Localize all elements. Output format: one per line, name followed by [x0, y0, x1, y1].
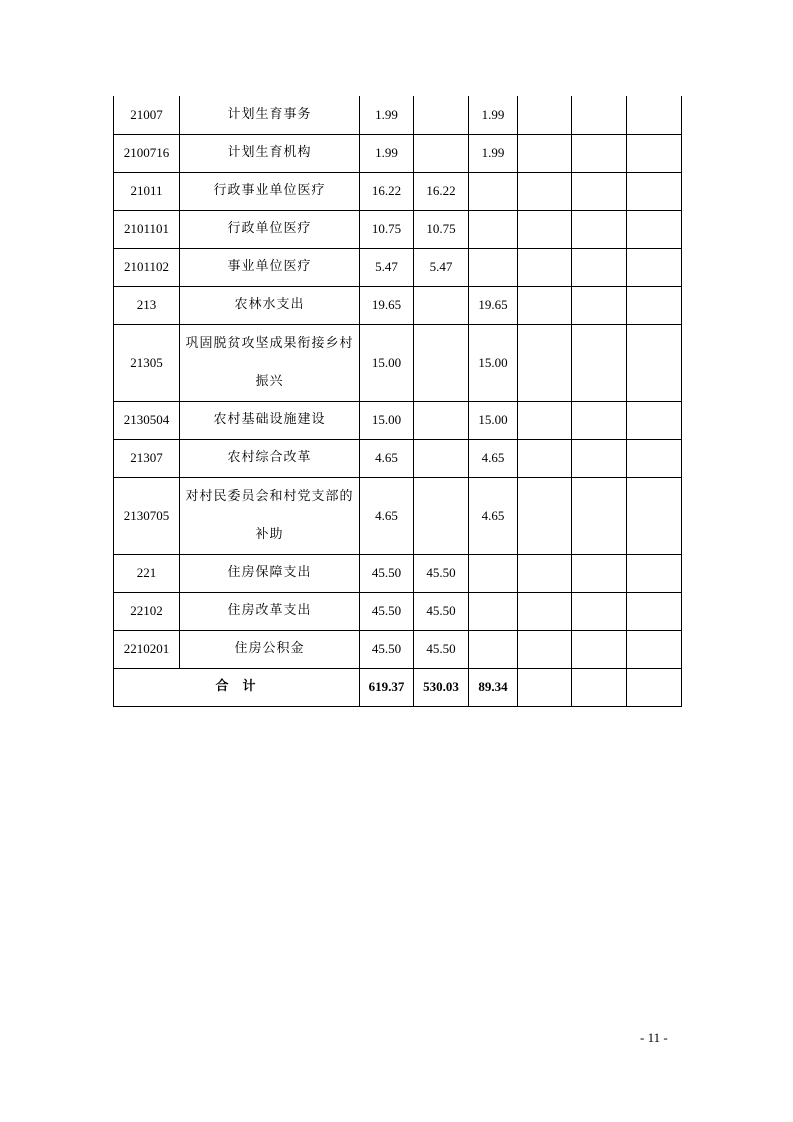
project-amount [469, 554, 518, 592]
total-amount: 16.22 [360, 172, 414, 210]
basic-amount [414, 96, 469, 134]
basic-amount: 10.75 [414, 210, 469, 248]
empty-cell [627, 592, 682, 630]
subject-name: 计划生育机构 [180, 134, 360, 172]
subject-code: 21007 [114, 96, 180, 134]
empty-cell [518, 668, 572, 706]
empty-cell [627, 172, 682, 210]
subject-name: 计划生育事务 [180, 96, 360, 134]
grand-project-amount: 89.34 [469, 668, 518, 706]
subject-code: 21305 [114, 324, 180, 401]
empty-cell [627, 477, 682, 554]
basic-amount [414, 324, 469, 401]
project-amount: 4.65 [469, 439, 518, 477]
basic-amount: 45.50 [414, 592, 469, 630]
empty-cell [572, 630, 627, 668]
subject-code: 221 [114, 554, 180, 592]
total-amount: 45.50 [360, 630, 414, 668]
subject-name: 住房保障支出 [180, 554, 360, 592]
page-number: - 11 - [640, 1030, 668, 1045]
empty-cell [518, 630, 572, 668]
project-amount: 4.65 [469, 477, 518, 554]
project-amount [469, 592, 518, 630]
grand-basic-amount: 530.03 [414, 668, 469, 706]
subject-code: 2210201 [114, 630, 180, 668]
table-row [114, 248, 682, 286]
empty-cell [518, 592, 572, 630]
subject-name: 事业单位医疗 [180, 248, 360, 286]
empty-cell [518, 439, 572, 477]
empty-cell [572, 554, 627, 592]
total-amount: 1.99 [360, 134, 414, 172]
subject-code: 213 [114, 286, 180, 324]
subject-code: 2130504 [114, 401, 180, 439]
empty-cell [627, 248, 682, 286]
grand-total-amount: 619.37 [360, 668, 414, 706]
basic-amount [414, 439, 469, 477]
empty-cell [518, 96, 572, 134]
table-row [114, 96, 682, 134]
empty-cell [518, 134, 572, 172]
subject-name: 农林水支出 [180, 286, 360, 324]
total-amount: 45.50 [360, 554, 414, 592]
subject-code: 2100716 [114, 134, 180, 172]
total-amount: 45.50 [360, 592, 414, 630]
table-row [114, 286, 682, 324]
empty-cell [627, 630, 682, 668]
empty-cell [518, 248, 572, 286]
basic-amount [414, 401, 469, 439]
total-amount: 15.00 [360, 401, 414, 439]
empty-cell [518, 477, 572, 554]
empty-cell [572, 324, 627, 401]
empty-cell [518, 401, 572, 439]
subject-name: 住房公积金 [180, 630, 360, 668]
empty-cell [518, 172, 572, 210]
empty-cell [572, 439, 627, 477]
table-row [114, 592, 682, 630]
subject-name: 农村综合改革 [180, 439, 360, 477]
empty-cell [627, 134, 682, 172]
empty-cell [627, 286, 682, 324]
project-amount: 15.00 [469, 401, 518, 439]
project-amount [469, 210, 518, 248]
subject-name: 农村基础设施建设 [180, 401, 360, 439]
total-amount: 1.99 [360, 96, 414, 134]
subject-code: 2101101 [114, 210, 180, 248]
project-amount: 1.99 [469, 134, 518, 172]
basic-amount: 45.50 [414, 630, 469, 668]
basic-amount: 16.22 [414, 172, 469, 210]
table-row [114, 477, 682, 554]
empty-cell [627, 96, 682, 134]
subject-name: 住房改革支出 [180, 592, 360, 630]
table-row [114, 630, 682, 668]
project-amount [469, 248, 518, 286]
empty-cell [627, 554, 682, 592]
total-amount: 5.47 [360, 248, 414, 286]
empty-cell [627, 401, 682, 439]
empty-cell [572, 592, 627, 630]
table-row [114, 134, 682, 172]
total-label: 合计 [114, 668, 360, 706]
empty-cell [627, 439, 682, 477]
subject-code: 2130705 [114, 477, 180, 554]
empty-cell [518, 324, 572, 401]
empty-cell [572, 401, 627, 439]
subject-name: 巩固脱贫攻坚成果衔接乡村振兴 [180, 324, 360, 401]
basic-amount [414, 134, 469, 172]
project-amount [469, 172, 518, 210]
table-row [114, 401, 682, 439]
project-amount: 1.99 [469, 96, 518, 134]
basic-amount [414, 477, 469, 554]
budget-table [113, 96, 682, 707]
table-row [114, 324, 682, 401]
subject-name: 行政单位医疗 [180, 210, 360, 248]
subject-code: 22102 [114, 592, 180, 630]
basic-amount [414, 286, 469, 324]
empty-cell [627, 210, 682, 248]
empty-cell [518, 554, 572, 592]
table-row [114, 439, 682, 477]
basic-amount: 5.47 [414, 248, 469, 286]
empty-cell [572, 248, 627, 286]
table-row [114, 172, 682, 210]
total-amount: 4.65 [360, 439, 414, 477]
empty-cell [627, 324, 682, 401]
table-row [114, 554, 682, 592]
project-amount: 15.00 [469, 324, 518, 401]
basic-amount: 45.50 [414, 554, 469, 592]
subject-name: 行政事业单位医疗 [180, 172, 360, 210]
project-amount: 19.65 [469, 286, 518, 324]
empty-cell [572, 477, 627, 554]
empty-cell [572, 286, 627, 324]
empty-cell [518, 286, 572, 324]
total-amount: 10.75 [360, 210, 414, 248]
table-row [114, 210, 682, 248]
project-amount [469, 630, 518, 668]
empty-cell [572, 668, 627, 706]
empty-cell [627, 668, 682, 706]
empty-cell [572, 172, 627, 210]
empty-cell [572, 96, 627, 134]
total-amount: 19.65 [360, 286, 414, 324]
subject-code: 21011 [114, 172, 180, 210]
empty-cell [572, 210, 627, 248]
subject-name: 对村民委员会和村党支部的补助 [180, 477, 360, 554]
empty-cell [572, 134, 627, 172]
subject-code: 2101102 [114, 248, 180, 286]
subject-code: 21307 [114, 439, 180, 477]
total-amount: 15.00 [360, 324, 414, 401]
total-amount: 4.65 [360, 477, 414, 554]
total-row [114, 668, 682, 706]
empty-cell [518, 210, 572, 248]
